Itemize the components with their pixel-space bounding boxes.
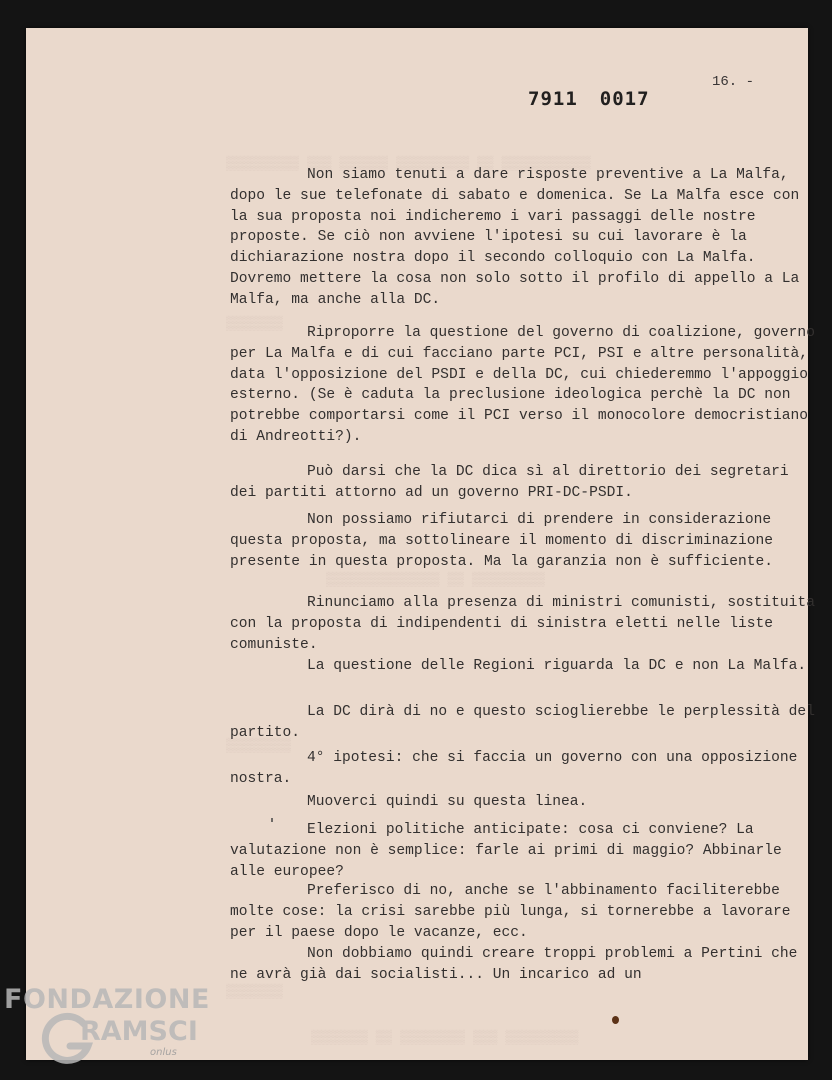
bleed-through-text: ▒▒▒▒▒▒▒ ▒▒ ▒▒▒▒▒▒▒▒ ▒▒▒ ▒▒▒▒▒▒▒▒▒ xyxy=(311,1031,579,1046)
paragraph: Non dobbiamo quindi creare troppi problemi a Pertini che ne avrà già dai socialisti... Un incarico ad un xyxy=(230,946,798,983)
bleed-through-text: ▒▒▒▒▒▒▒▒▒ ▒▒▒ ▒▒▒▒▒▒ ▒▒▒▒▒▒▒▒▒ ▒▒ ▒▒▒▒▒▒▒▒▒▒▒ xyxy=(226,157,591,172)
watermark-line2: RAMSCI xyxy=(80,1016,198,1047)
archive-number xyxy=(528,88,650,110)
paragraph: Preferisco di no, anche se l'abbinamento faciliterebbe molte cose: la crisi sarebbe più lunga, si tornerebbe a lavorare per il paese dopo le vacanze, ecc. xyxy=(230,883,791,941)
page-number: 16. - xyxy=(712,74,755,90)
bleed-through-text: ▒▒▒▒▒▒▒ xyxy=(226,985,283,1000)
paragraph: Muoverci quindi su questa linea. xyxy=(307,794,588,810)
watermark-line1: FONDAZIONE xyxy=(4,984,210,1015)
paragraph: La DC dirà di no e questo scioglierebbe le perplessità del partito. xyxy=(230,704,815,741)
bleed-through-text: ▒▒▒▒▒▒▒▒ xyxy=(226,739,291,754)
bleed-through-text: ▒▒▒▒▒▒▒▒▒▒▒▒▒▒ ▒▒ ▒▒▒▒▒▒▒▒▒ xyxy=(326,573,545,588)
ink-spot xyxy=(612,1016,619,1024)
archive-number-part: 7911 xyxy=(528,88,578,110)
paragraph: Non possiamo rifiutarci di prendere in considerazione questa proposta, ma sottolineare il momento di discriminazione presente in questa proposta. Ma la garanzia non è sufficiente. xyxy=(230,512,773,570)
fondazione-gramsci-watermark xyxy=(4,984,210,1058)
document-page xyxy=(26,28,815,1060)
paragraph: Rinunciamo alla presenza di ministri comunisti, sostituita con la proposta di indipendenti di sinistra eletti nelle liste comuniste. xyxy=(230,595,815,653)
paragraph: Può darsi che la DC dica sì al direttorio dei segretari dei partiti attorno ad un governo PRI-DC-PSDI. xyxy=(230,464,789,501)
paragraph: 4° ipotesi: che si faccia un governo con una opposizione nostra. xyxy=(230,750,798,787)
paragraph: Elezioni politiche anticipate: cosa ci conviene? La valutazione non è semplice: farle ai primi di maggio? Abbinarle alle europee? xyxy=(230,822,782,880)
paragraph: Riproporre la questione del governo di coalizione, governo per La Malfa e di cui facciano parte PCI, PSI e altre personalità, data l'opposizione del PSDI e della DC, cui chiederemmo l'appoggio esterno. (Se è caduta la preclusione ideologica perchè la DC non potrebbe comportarsi come il PCI verso il monocolore democristiano di Andreotti?). xyxy=(230,325,815,445)
paragraph: Non siamo tenuti a dare risposte preventive a La Malfa, dopo le sue telefonate di sabato e domenica. Se La Malfa esce con la sua proposta noi indicheremo i vari passaggi delle nostre proposte. Se ciò non avviene l'ipotesi su cui lavorare è la dichiarazione nostra dopo il secondo colloquio con La Malfa. Dovremo mettere la cosa non solo sotto il profilo di appello a La Malfa, ma anche alla DC. xyxy=(230,167,800,308)
archive-number-part: 0017 xyxy=(599,88,650,110)
bleed-through-text: ▒▒▒▒▒▒▒ xyxy=(226,317,283,332)
pen-tick-mark xyxy=(271,818,273,822)
paragraph: La questione delle Regioni riguarda la DC e non La Malfa. xyxy=(307,658,807,674)
watermark-line3: onlus xyxy=(150,1047,177,1058)
